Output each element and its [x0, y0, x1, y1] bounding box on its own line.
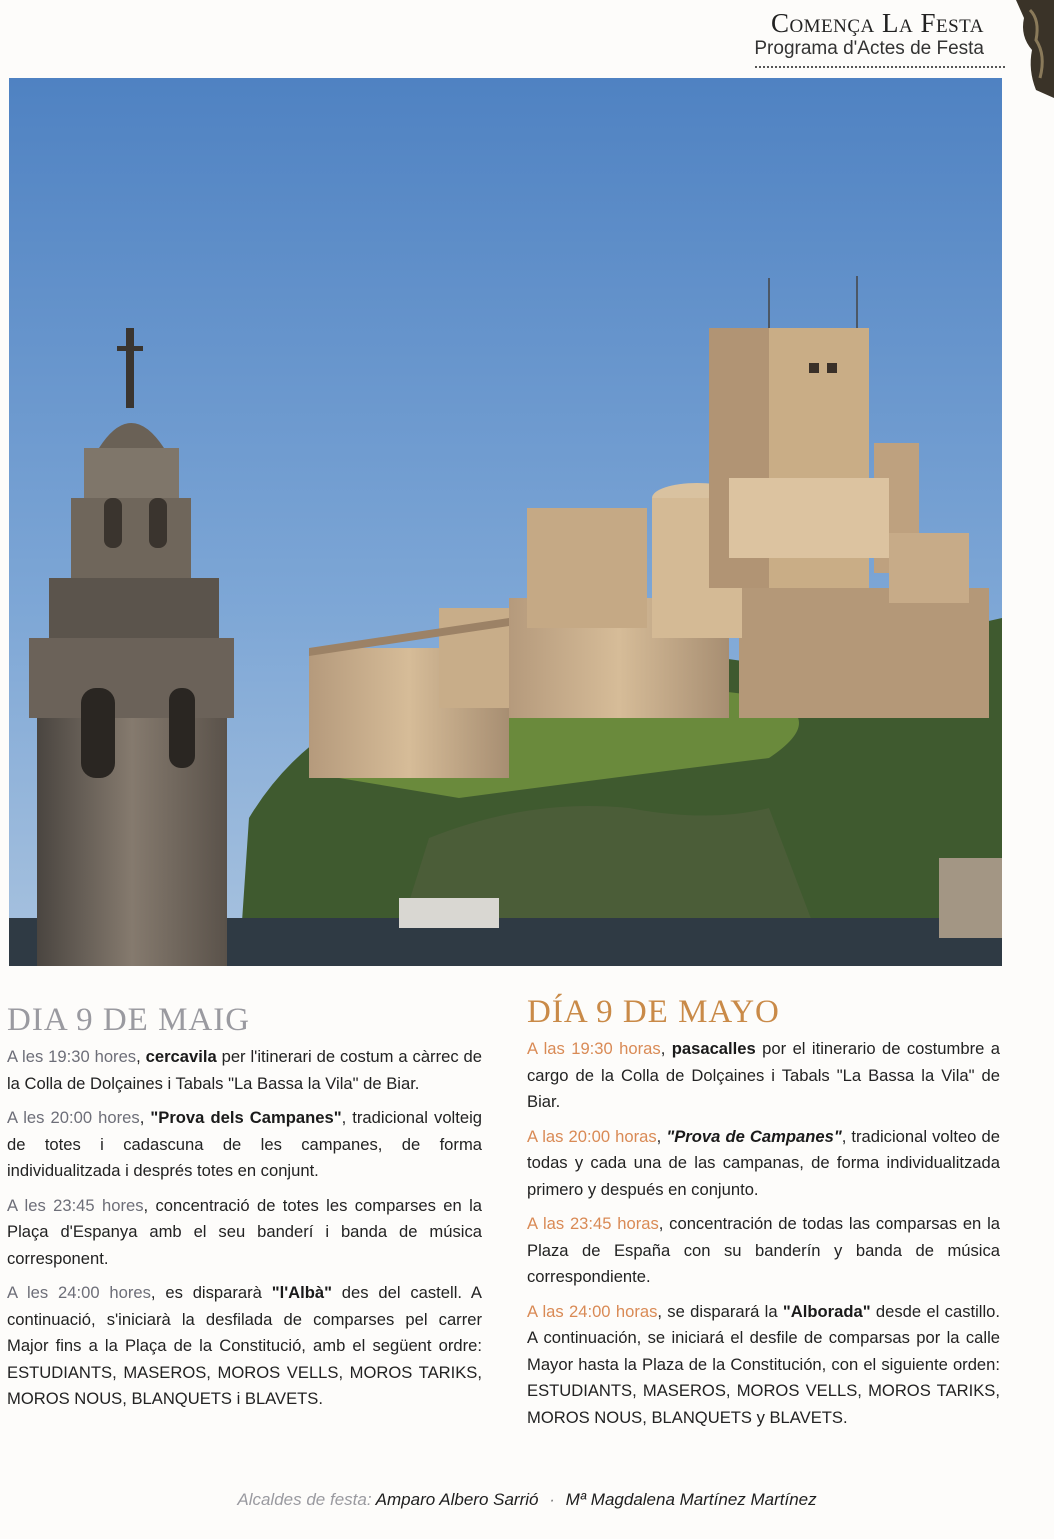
event-time: A las 24:00 horas: [527, 1301, 658, 1321]
event-text: per l'itinerari de costum a càrrec de la Colla de Dolçaines i Tabals "La Bassa la Vila" de Biar.: [7, 1047, 482, 1093]
event-paragraph: [7, 1105, 482, 1185]
event-time: A les 23:45 hores: [7, 1195, 144, 1215]
event-paragraph: [527, 1124, 1000, 1204]
event-text: ,: [139, 1108, 151, 1127]
event-name: "Prova de Campanes": [666, 1126, 842, 1146]
event-paragraph: [527, 1299, 1000, 1432]
event-text: des del castell. A continuació, s'iniciarà la desfilada de comparses pel carrer Major fins a la Plaça de la Constitució, amb el següent ordre: ESTUDIANTS, MASEROS, MOROS VELLS, MOROS TARIKS, MOROS NOUS, BLANQUETS i BLAVETS.: [7, 1283, 482, 1408]
event-text: ,: [660, 1039, 672, 1058]
event-paragraph: [7, 1044, 482, 1097]
event-text: , tradicional volteig de totes i cadascuna de les campanes, de forma individualitzada i després totes en conjunt.: [7, 1108, 482, 1180]
event-text: ,: [136, 1047, 146, 1066]
event-name: "Alborada": [782, 1301, 871, 1321]
event-text: , tradicional volteo de todas y cada una de las campanas, de forma individualitzada primero y después en conjunto.: [527, 1126, 1000, 1199]
header-divider: [755, 66, 1005, 68]
day-title-valencian: DIA 9 DE MAIG: [7, 1002, 251, 1038]
page-header: [754, 8, 984, 60]
event-name: "Prova dels Campanes": [150, 1108, 342, 1127]
event-text: por el itinerario de costumbre a cargo de la Colla de Dolçaines i Tabals "La Bassa la Vila" de Biar.: [527, 1039, 1000, 1111]
valencian-column: [7, 1000, 482, 1421]
event-name: "l'Albà": [271, 1283, 332, 1302]
event-time: A las 23:45 horas: [527, 1214, 659, 1233]
event-paragraph: [527, 1036, 1000, 1116]
day-title-spanish: DÍA 9 DE MAYO: [527, 994, 780, 1030]
castle-photo: [9, 78, 1002, 966]
event-paragraph: [7, 1193, 482, 1273]
event-text: , concentración de todas las comparsas en la Plaza de España con su banderín y banda de música correspondiente.: [527, 1214, 1000, 1286]
event-paragraph: [527, 1211, 1000, 1291]
footer-label: Alcaldes de festa:: [237, 1490, 372, 1509]
corner-ornament-icon: [1006, 0, 1054, 98]
event-paragraph: [7, 1280, 482, 1413]
event-time: A les 20:00 hores: [7, 1108, 140, 1127]
section-subtitle: Programa d'Actes de Festa: [754, 38, 984, 59]
event-name: cercavila: [145, 1047, 217, 1066]
footer-name: Mª Magdalena Martínez Martínez: [565, 1490, 817, 1509]
event-text: , se disparará la: [657, 1301, 783, 1321]
spanish-column: [527, 994, 1000, 1439]
section-title: Comença La Festa: [770, 8, 984, 38]
event-time: A les 19:30 hores: [7, 1047, 137, 1066]
event-text: ,: [656, 1126, 667, 1146]
event-text: desde el castillo. A continuación, se iniciará el desfile de comparsas por la calle Mayor hasta la Plaza de la Constitución, con el siguiente orden: ESTUDIANTS, MASEROS, MOROS VELLS, MOROS TARIKS, MOROS NOUS, BLANQUETS y BLAVETS.: [527, 1301, 1000, 1427]
footer-name: Amparo Albero Sarrió: [375, 1490, 539, 1509]
event-time: A las 19:30 horas: [527, 1039, 661, 1058]
event-text: , es dispararà: [150, 1283, 272, 1302]
event-time: A les 24:00 hores: [7, 1283, 151, 1302]
footer-credits: [0, 1490, 1054, 1510]
event-text: , concentració de totes les comparses en la Plaça d'Espanya amb el seu banderí i banda de música corresponent.: [7, 1195, 483, 1268]
footer-separator: ·: [549, 1490, 555, 1509]
event-time: A las 20:00 horas: [527, 1126, 657, 1146]
event-name: pasacalles: [671, 1039, 756, 1058]
